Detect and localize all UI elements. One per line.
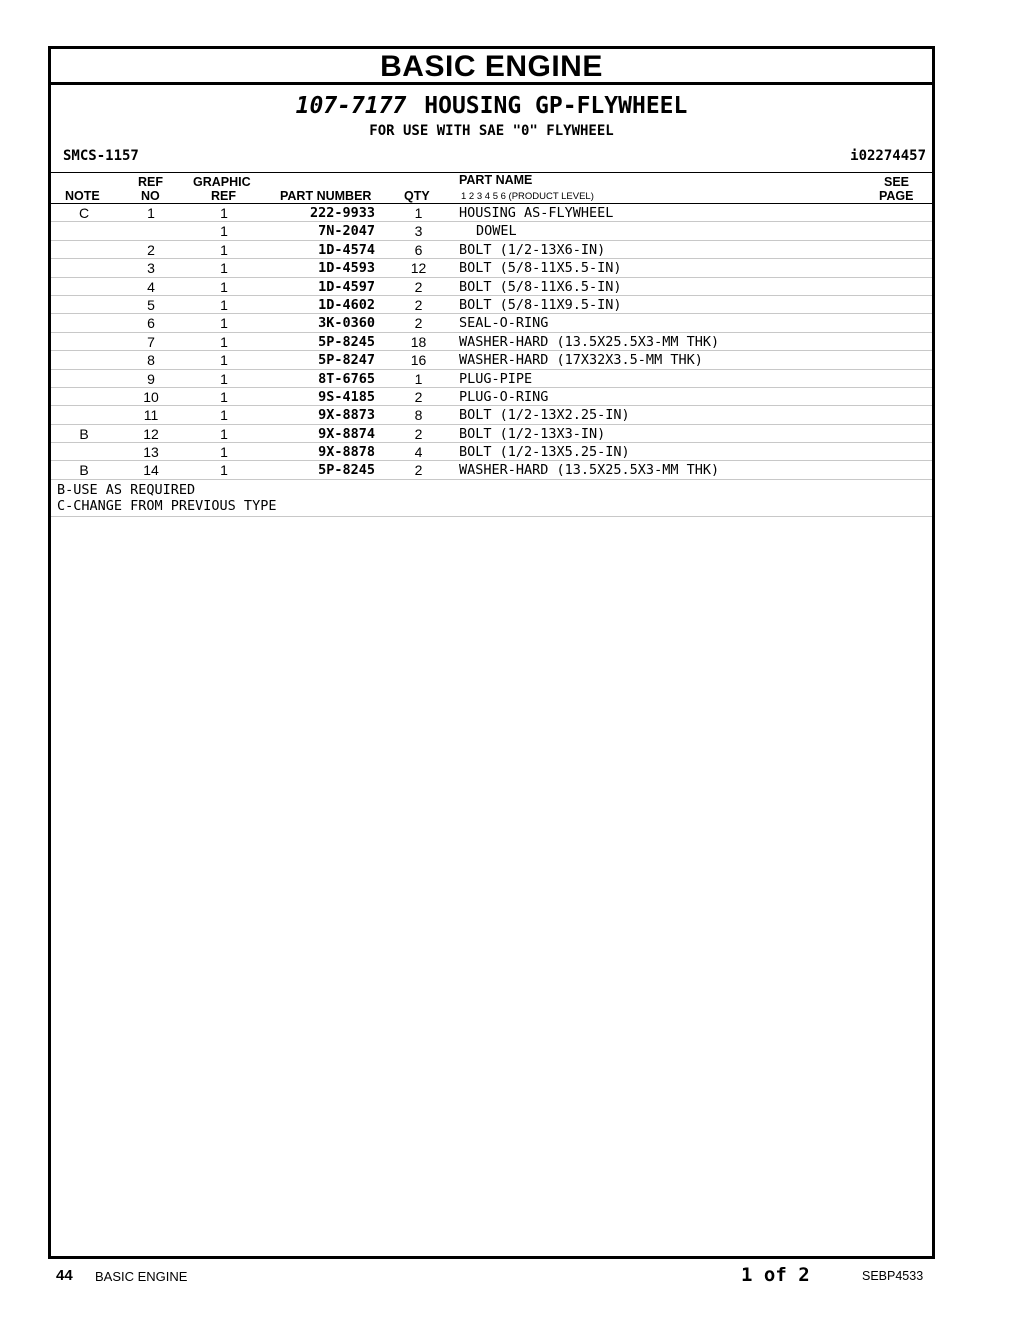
row-part-number[interactable]: 1D-4593	[318, 260, 375, 277]
col-ref-bottom: NO	[141, 189, 160, 203]
row-part-number[interactable]: 222-9933	[309, 205, 375, 221]
row-graphic-ref: 1	[220, 462, 228, 479]
row-qty: 18	[410, 333, 427, 350]
row-graphic-ref: 1	[220, 333, 228, 350]
row-qty: 2	[414, 296, 423, 313]
row-qty: 2	[414, 315, 423, 332]
row-part-number[interactable]: 9X-8878	[318, 444, 375, 461]
row-ref-no: 12	[143, 425, 159, 442]
group-header	[51, 85, 932, 173]
row-part-name: BOLT (1/2-13X6-IN)	[459, 241, 606, 258]
row-part-number[interactable]: 1D-4597	[318, 278, 375, 295]
col-see-top: SEE	[884, 175, 910, 189]
row-qty: 2	[414, 462, 423, 479]
row-part-name: BOLT (5/8-11X9.5-IN)	[459, 296, 622, 313]
row-part-number[interactable]: 9X-8874	[318, 425, 375, 442]
table-row	[51, 388, 932, 406]
row-graphic-ref: 1	[220, 315, 228, 332]
row-note: C	[78, 205, 90, 221]
footer-section: BASIC ENGINE	[95, 1269, 188, 1284]
col-product-levels: 1 2 3 4 5 6 (PRODUCT LEVEL)	[461, 191, 594, 202]
table-row	[51, 314, 932, 332]
row-ref-no: 14	[143, 462, 159, 479]
row-note: B	[79, 425, 89, 442]
row-qty: 16	[410, 352, 427, 369]
table-row	[51, 204, 932, 222]
row-ref-no: 1	[147, 205, 155, 221]
row-graphic-ref: 1	[220, 278, 228, 295]
table-row	[51, 241, 932, 259]
row-part-name: PLUG-O-RING	[459, 388, 549, 405]
note-c: C-CHANGE FROM PREVIOUS TYPE	[57, 497, 277, 514]
row-part-name: WASHER-HARD (13.5X25.5X3-MM THK)	[459, 333, 720, 350]
row-part-number[interactable]: 5P-8245	[318, 462, 375, 479]
table-row	[51, 222, 932, 240]
smcs-code: SMCS-1157	[63, 148, 139, 164]
row-part-number[interactable]: 1D-4602	[318, 296, 375, 313]
group-subtitle: FOR USE WITH SAE "0" FLYWHEEL	[369, 123, 614, 139]
row-part-number[interactable]: 9X-8873	[318, 407, 375, 424]
row-part-name: BOLT (5/8-11X5.5-IN)	[459, 260, 622, 277]
row-ref-no: 4	[147, 278, 155, 295]
row-ref-no: 6	[147, 315, 155, 332]
row-qty: 2	[414, 278, 423, 295]
row-graphic-ref: 1	[220, 296, 228, 313]
row-part-number[interactable]: 7N-2047	[318, 223, 375, 240]
page-frame	[48, 46, 935, 1259]
table-row	[51, 259, 932, 277]
row-qty: 2	[414, 425, 423, 442]
notes-section	[51, 480, 932, 517]
table-row	[51, 333, 932, 351]
row-part-number[interactable]: 9S-4185	[318, 388, 375, 405]
row-graphic-ref: 1	[220, 352, 228, 369]
table-row	[51, 296, 932, 314]
row-qty: 6	[414, 241, 423, 258]
footer-page-number: 44	[56, 1267, 73, 1284]
table-row	[51, 351, 932, 369]
row-note: B	[79, 462, 89, 479]
row-graphic-ref: 1	[220, 205, 228, 221]
col-see-bottom: PAGE	[879, 189, 914, 203]
row-graphic-ref: 1	[220, 444, 228, 461]
row-ref-no: 13	[143, 444, 159, 461]
note-b: B-USE AS REQUIRED	[57, 481, 196, 498]
row-part-name: BOLT (1/2-13X3-IN)	[459, 425, 606, 442]
table-row	[51, 370, 932, 388]
row-graphic-ref: 1	[220, 425, 228, 442]
row-graphic-ref: 1	[220, 223, 228, 240]
row-qty: 3	[414, 223, 423, 240]
row-ref-no: 7	[147, 333, 155, 350]
table-row	[51, 443, 932, 461]
row-graphic-ref: 1	[220, 260, 228, 277]
row-graphic-ref: 1	[220, 388, 228, 405]
row-part-number[interactable]: 5P-8245	[318, 333, 375, 350]
row-part-number[interactable]: 3K-0360	[318, 315, 375, 332]
group-name: HOUSING GP-FLYWHEEL	[424, 93, 688, 119]
row-qty: 12	[410, 260, 427, 277]
row-qty: 1	[414, 205, 423, 221]
group-title	[51, 93, 932, 119]
row-part-number[interactable]: 5P-8247	[318, 352, 375, 369]
col-note: NOTE	[65, 189, 100, 203]
row-ref-no: 9	[147, 370, 155, 387]
footer-document-id: SEBP4533	[862, 1269, 924, 1283]
row-part-name: BOLT (1/2-13X5.25-IN)	[459, 444, 630, 461]
row-graphic-ref: 1	[220, 241, 228, 258]
illustration-id: i02274457	[850, 148, 926, 164]
row-part-name: PLUG-PIPE	[459, 370, 533, 387]
row-qty: 2	[414, 388, 423, 405]
table-row	[51, 278, 932, 296]
col-part-number: PART NUMBER	[280, 189, 372, 203]
row-part-name: BOLT (5/8-11X6.5-IN)	[459, 278, 622, 295]
row-part-name: WASHER-HARD (17X32X3.5-MM THK)	[459, 352, 703, 369]
row-graphic-ref: 1	[220, 370, 228, 387]
row-ref-no: 8	[147, 352, 155, 369]
row-qty: 1	[414, 370, 423, 387]
row-part-number[interactable]: 1D-4574	[318, 241, 375, 258]
row-ref-no: 5	[147, 296, 155, 313]
row-graphic-ref: 1	[220, 407, 228, 424]
group-part-number[interactable]: 107-7177	[295, 93, 407, 119]
row-ref-no: 2	[147, 241, 155, 258]
col-qty: QTY	[404, 189, 430, 203]
col-part-name: PART NAME	[459, 173, 533, 187]
row-qty: 4	[414, 444, 423, 461]
row-part-name: WASHER-HARD (13.5X25.5X3-MM THK)	[459, 462, 720, 479]
row-part-name: SEAL-O-RING	[459, 315, 549, 332]
row-part-name: HOUSING AS-FLYWHEEL	[459, 205, 614, 221]
footer-sheet: 1 of 2	[741, 1264, 810, 1286]
row-ref-no: 10	[143, 388, 159, 405]
parts-list	[51, 204, 932, 480]
table-row	[51, 425, 932, 443]
row-ref-no: 11	[143, 407, 159, 424]
column-headers	[51, 173, 932, 204]
row-part-name: BOLT (1/2-13X2.25-IN)	[459, 407, 630, 424]
col-graphic-bottom: REF	[211, 189, 236, 203]
col-graphic-top: GRAPHIC	[193, 175, 251, 189]
row-part-name: DOWEL	[476, 223, 517, 240]
row-qty: 8	[414, 407, 423, 424]
section-title: BASIC ENGINE	[51, 49, 932, 85]
table-row	[51, 406, 932, 424]
col-ref-top: REF	[138, 175, 163, 189]
table-row	[51, 461, 932, 479]
row-ref-no: 3	[147, 260, 155, 277]
row-part-number[interactable]: 8T-6765	[318, 370, 375, 387]
